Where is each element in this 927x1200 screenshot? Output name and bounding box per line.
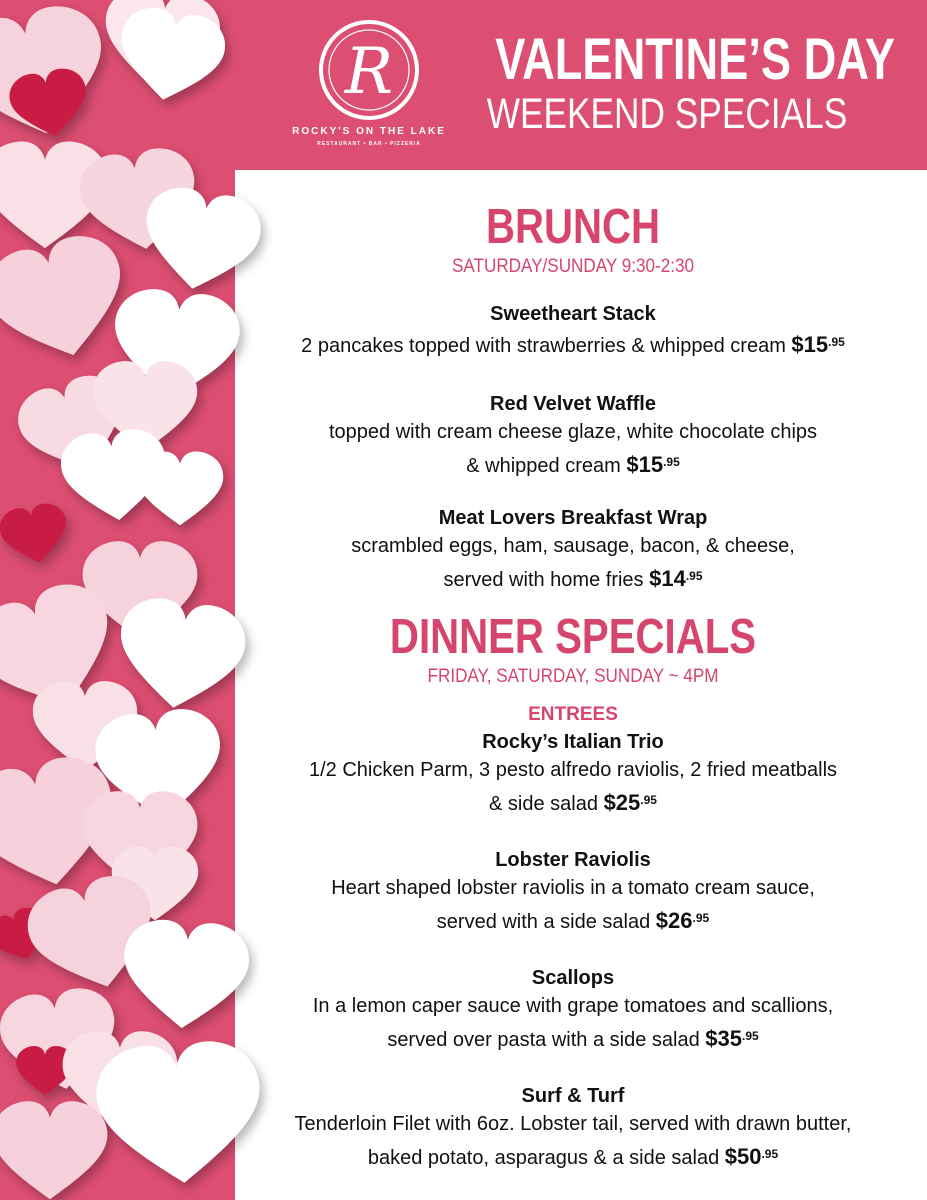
item-description: served with home fries $\$14^{.95}$	[443, 566, 703, 591]
item-name: Surf & Turf	[521, 1085, 625, 1107]
menu-content	[255, 199, 891, 1173]
item-name: Lobster Raviolis	[495, 849, 651, 871]
item-price: $14	[649, 566, 686, 591]
restaurant-logo	[290, 18, 448, 158]
item-description: topped with cream cheese glaze, white chocolate chips	[328, 421, 818, 443]
item-description: baked potato, asparagus & a side salad $\$50^{.95}$	[367, 1144, 779, 1169]
item-description: Tenderloin Filet with 6oz. Lobster tail, served with drawn butter,	[294, 1113, 852, 1135]
item-description: 1/2 Chicken Parm, 3 pesto alfredo raviolis, 2 fried meatballs	[308, 759, 838, 781]
item-description: scrambled eggs, ham, sausage, bacon, & cheese,	[351, 535, 795, 557]
item-price: $15	[626, 452, 664, 477]
item-price-cents: .95	[663, 455, 680, 469]
header-subtitle: WEEKEND SPECIALS	[486, 90, 848, 138]
menu-item	[255, 965, 891, 1055]
item-name: Sweetheart Stack	[490, 303, 656, 325]
item-price-cents: .95	[761, 1147, 779, 1161]
item-price-cents: .95	[692, 911, 710, 925]
item-price-cents: .95	[742, 1029, 759, 1043]
item-description: served with a side salad $\$26^{.95}$	[436, 908, 710, 933]
item-price: $15	[791, 332, 829, 357]
item-name: Red Velvet Waffle	[490, 393, 656, 415]
dinner-title: DINNER SPECIALS	[389, 610, 757, 664]
entrees-label: ENTREES	[528, 704, 618, 725]
menu-item	[255, 729, 891, 819]
restaurant-name: ROCKY'S ON THE LAKE	[292, 126, 446, 137]
item-price: $25	[603, 790, 641, 815]
item-name: Scallops	[531, 967, 615, 989]
item-name: Rocky’s Italian Trio	[482, 731, 664, 753]
restaurant-tagline: RESTAURANT • BAR • PIZZERIA	[317, 141, 421, 147]
item-description: 2 pancakes topped with strawberries & whipped cream $\$15^{.95}$	[301, 332, 845, 357]
item-description: In a lemon caper sauce with grape tomatoes and scallions,	[312, 995, 834, 1017]
item-price: $50	[724, 1144, 762, 1169]
brunch-hours: SATURDAY/SUNDAY 9:30-2:30	[451, 256, 695, 277]
item-description: Heart shaped lobster raviolis in a tomato cream sauce,	[331, 877, 815, 899]
item-price-cents: .95	[640, 793, 657, 807]
menu-item	[255, 391, 891, 481]
menu-item	[255, 301, 891, 361]
menu-item	[255, 1083, 891, 1173]
brunch-title: BRUNCH	[485, 200, 661, 254]
dinner-hours: FRIDAY, SATURDAY, SUNDAY ~ 4PM	[427, 666, 719, 687]
menu-item	[255, 505, 891, 595]
item-price: $26	[655, 908, 693, 933]
logo-emblem	[314, 18, 424, 122]
item-name: Meat Lovers Breakfast Wrap	[438, 507, 708, 529]
menu-item	[255, 847, 891, 937]
item-description: & side salad $\$25^{.95}$	[489, 790, 657, 815]
item-price-cents: .95	[685, 569, 703, 583]
item-description: served over pasta with a side salad $\$35^{.95}$	[387, 1026, 759, 1051]
header-title: VALENTINE’S DAY	[495, 27, 896, 92]
item-description: & whipped cream $\$15^{.95}$	[466, 452, 680, 477]
item-price: $35	[705, 1026, 742, 1051]
logo-letter: R	[344, 35, 394, 109]
item-price-cents: .95	[828, 335, 845, 349]
